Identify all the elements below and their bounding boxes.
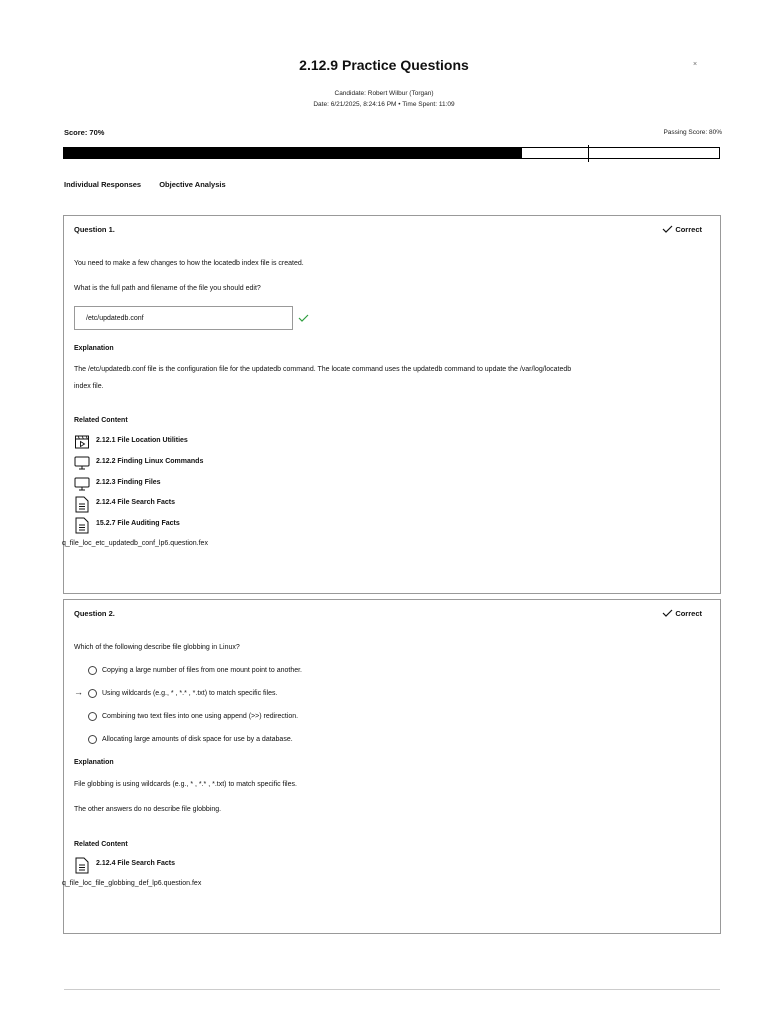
question-prompt: What is the full path and filename of the file you should edit? <box>74 285 261 292</box>
status-text: Correct <box>675 225 702 234</box>
option-text: Allocating large amounts of disk space for use by a database. <box>102 736 293 743</box>
checkmark-icon <box>662 225 673 233</box>
explanation-heading: Explanation <box>74 759 114 766</box>
selected-arrow-icon: → <box>74 687 83 697</box>
related-content-label: 2.12.2 Finding Linux Commands <box>96 458 204 465</box>
radio-button <box>88 735 97 744</box>
close-icon[interactable]: × <box>693 61 698 68</box>
passing-score-marker <box>588 145 589 162</box>
explanation-heading: Explanation <box>74 345 114 352</box>
question-filename: q_file_loc_file_globbing_def_lp6.question.fex <box>62 880 202 887</box>
related-content-heading: Related Content <box>74 417 128 424</box>
date-time-spent: Date: 6/21/2025, 8:24:16 PM • Time Spent: 11:09 <box>313 101 455 108</box>
related-content-label: 2.12.4 File Search Facts <box>96 860 175 867</box>
document-icon <box>74 857 90 874</box>
option-text: Copying a large number of files from one mount point to another. <box>102 667 303 674</box>
tab-individual-responses[interactable]: Individual Responses <box>64 180 142 189</box>
related-content-heading: Related Content <box>74 841 128 848</box>
related-content-label: 2.12.3 Finding Files <box>96 479 161 486</box>
score-progress-fill <box>64 148 522 158</box>
status-badge <box>662 609 702 618</box>
related-content-label: 2.12.1 File Location Utilities <box>96 437 188 444</box>
score-label: Score: 70% <box>64 128 105 137</box>
question-prompt: Which of the following describe file globbing in Linux? <box>74 644 240 651</box>
question-filename: q_file_loc_etc_updatedb_conf_lp6.question.fex <box>62 540 208 547</box>
question-heading: Question 2. <box>74 609 115 618</box>
related-content-label: 2.12.4 File Search Facts <box>96 499 175 506</box>
tab-objective-analysis[interactable]: Objective Analysis <box>159 180 226 189</box>
passing-score-label: Passing Score: 80% <box>663 129 722 136</box>
answer-field: /etc/updatedb.conf <box>74 306 293 330</box>
checkmark-icon <box>662 609 673 617</box>
document-icon <box>74 496 90 513</box>
footer-divider <box>64 989 720 990</box>
explanation-text: The other answers do no describe file globbing. <box>74 806 222 813</box>
monitor-icon <box>74 476 90 492</box>
option-text: Using wildcards (e.g., * , *.* , *.txt) to match specific files. <box>102 690 278 697</box>
option-text: Combining two text files into one using append (>>) redirection. <box>102 713 299 720</box>
question-card-1 <box>63 215 721 594</box>
question-heading: Question 1. <box>74 225 115 234</box>
tab-bar <box>64 180 242 189</box>
radio-button <box>88 666 97 675</box>
status-badge <box>662 225 702 234</box>
explanation-text: The /etc/updatedb.conf file is the configuration file for the updatedb command. The locate command uses the updatedb command to update the /var/log/locatedb <box>74 366 572 373</box>
radio-button <box>88 689 97 698</box>
radio-button <box>88 712 97 721</box>
document-icon <box>74 517 90 534</box>
monitor-icon <box>74 455 90 471</box>
question-prompt: You need to make a few changes to how the locatedb index file is created. <box>74 260 304 267</box>
candidate-name: Candidate: Robert Wilbur (Torgan) <box>334 90 434 97</box>
correct-checkmark-icon <box>298 314 309 322</box>
status-text: Correct <box>675 609 702 618</box>
explanation-text: File globbing is using wildcards (e.g., * , *.* , *.txt) to match specific files. <box>74 781 297 788</box>
page-title: 2.12.9 Practice Questions <box>299 57 469 73</box>
video-icon <box>74 434 90 450</box>
related-content-label: 15.2.7 File Auditing Facts <box>96 520 180 527</box>
score-progress-bar <box>63 147 720 159</box>
explanation-text: index file. <box>74 383 104 390</box>
question-card-2 <box>63 599 721 934</box>
